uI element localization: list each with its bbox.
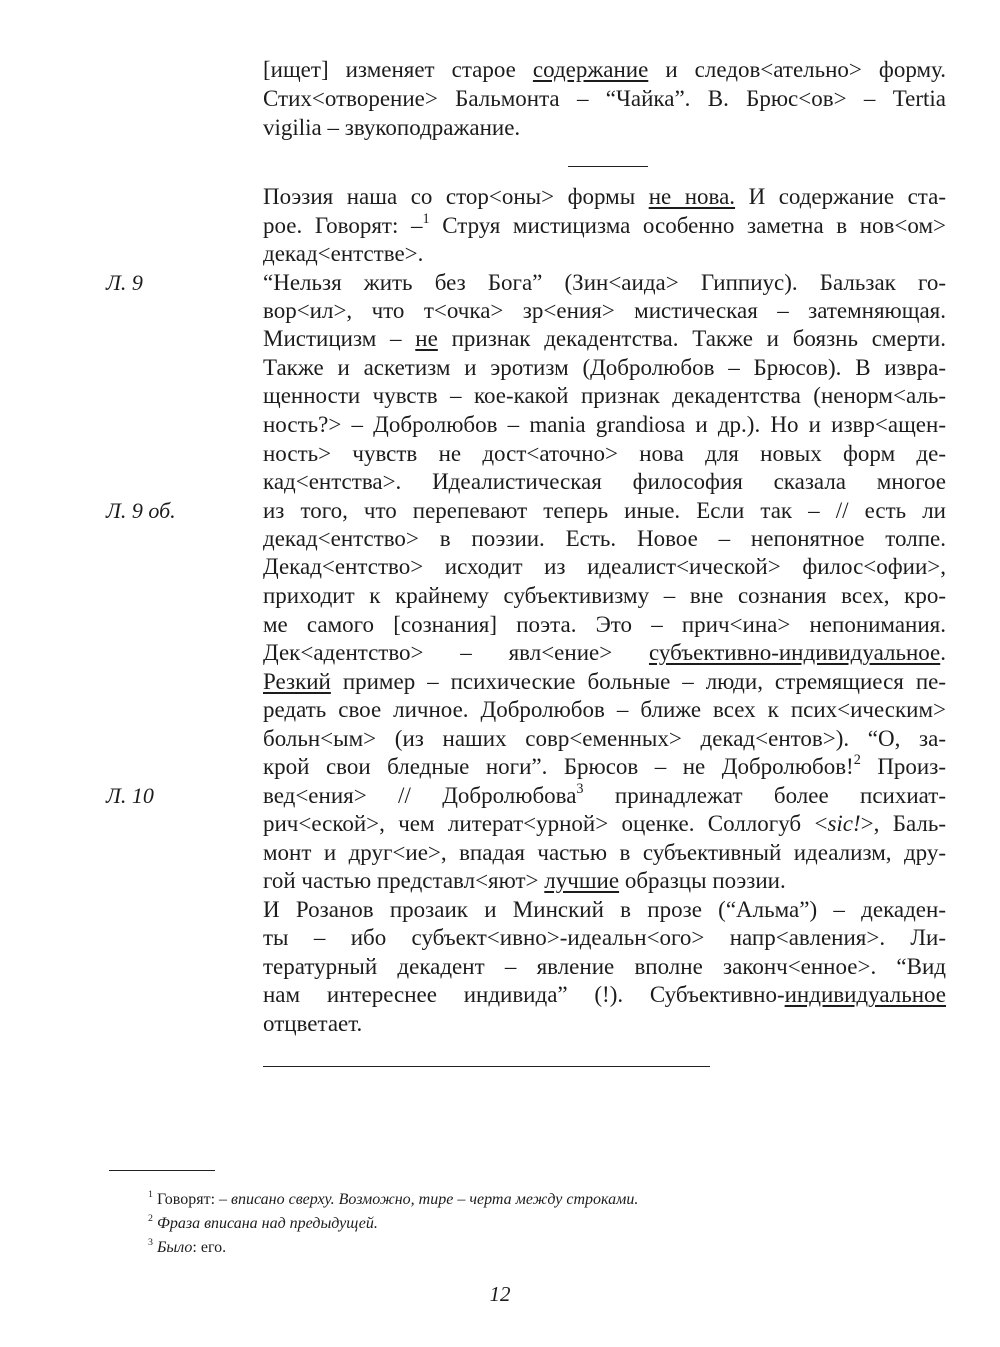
footnote-marker: 3 <box>148 1236 153 1248</box>
underlined-text: не нова. <box>648 184 736 209</box>
text-line: гой частью представл<яют> лучшие образцы поэзии. <box>263 868 786 893</box>
text-line: ме самого [сознания] поэта. Это – прич<ина> непонимания. <box>263 612 946 637</box>
text-line: ность> чувств не дост<аточно> нова для новых форм де- <box>263 441 946 466</box>
text-line: кад<ентства>. Идеалистическая философия сказала многое <box>263 469 946 494</box>
text-line: “Нельзя жить без Бога” (Зин<аида> Гиппиус). Бальзак го- <box>263 270 946 295</box>
italic-text: Было <box>156 1239 193 1256</box>
text-line: Резкий пример – психические больные – люди, стремящиеся пе- <box>263 669 946 694</box>
text-line: рое. Говорят: –$^1$ Струя мистицизма особенно заметна в нов<ом> <box>263 210 946 238</box>
underlined-text: Резкий <box>263 669 331 694</box>
end-text-rule <box>263 1066 710 1067</box>
folio-ref-l9-verso: Л. 9 об. <box>106 498 176 523</box>
underlined-text: индивидуальное <box>784 982 946 1007</box>
text-line: декад<ентстве>. <box>263 241 424 266</box>
footnote-marker: 1 <box>422 210 430 227</box>
text-line: крой свои бледные ноги”. Брюсов – не Добролюбов!$^2$ Произ- <box>263 751 946 779</box>
underlined-text: не <box>415 326 438 351</box>
text-line: приходит к крайнему субъективизму – вне сознания всех, кро- <box>263 583 946 608</box>
text-line: отцветает. <box>263 1011 363 1036</box>
footnote-2 <box>148 1214 378 1234</box>
footnote-marker: 3 <box>576 780 584 797</box>
folio-ref-l10: Л. 10 <box>106 783 154 808</box>
text-line: из того, что перепевают теперь иные. Если так – // есть ли <box>263 498 946 523</box>
italic-text: sic! <box>827 811 861 836</box>
text-line: ты – ибо субъект<ивно>-идеальн<ого> напр<авления>. Ли- <box>263 925 946 950</box>
text-line: И Розанов прозаик и Минский в прозе (“Альма”) – декаден- <box>263 897 946 922</box>
text-line: Стих<отворение> Бальмонта – “Чайка”. В. Брюс<ов> – Tertia <box>263 86 946 111</box>
underlined-text: содержание <box>532 57 649 82</box>
italic-text: вписано сверху. Возможно, тире – черта между строками. <box>231 1191 639 1208</box>
underlined-text: лучшие <box>544 868 620 893</box>
text-line: монт и друг<ие>, впадая частью в субъективный идеализм, дру- <box>263 840 946 865</box>
footnote-separator <box>109 1170 215 1171</box>
italic-text: Фраза вписана над предыдущей. <box>156 1215 378 1232</box>
footnote-marker: 1 <box>148 1188 153 1200</box>
text-line: Мистицизм – не признак декадентства. Также и боязнь смерти. <box>263 326 946 351</box>
page-number: 12 <box>489 1282 511 1306</box>
section-separator <box>568 166 648 167</box>
footnote-1: $^1$ Говорят: – вписано сверху. Возможно, тире – черта между строками. <box>148 1188 639 1208</box>
text-line: vigilia – звукоподражание. <box>263 115 521 140</box>
text-line: вор<ил>, что т<очка> зр<ения> мистическая – затемняющая. <box>263 298 946 323</box>
text-line: Дек<адентство> – явл<ение> субъективно-индивидуальное. <box>263 640 946 665</box>
text-line: декад<ентство> в поэзии. Есть. Новое – непонятное толпе. <box>263 526 946 551</box>
text-line: нам интереснее индивида” (!). Субъективно-индивидуальное <box>263 982 946 1007</box>
footnote-marker: 2 <box>148 1212 153 1224</box>
text-line: [ищет] изменяет старое содержание и следов<ательно> форму. <box>263 57 946 82</box>
text-line: Также и аскетизм и эротизм (Добролюбов – Брюсов). В извра- <box>263 355 946 380</box>
text-line: вед<ения> // Добролюбова$^3$ принадлежат более психиат- <box>263 780 946 808</box>
footnote-marker: 2 <box>853 751 861 768</box>
text-line: щенности чувств – кое-какой признак декадентства (ненорм<аль- <box>263 383 946 408</box>
text-line: редать свое личное. Добролюбов – ближе всех к псих<ическим> <box>263 697 946 722</box>
text-line: ность?> – Добролюбов – mania grandiosa и др.). Но и извр<ащен- <box>263 412 946 437</box>
text-line: тературный декадент – явление вполне законч<енное>. “Вид <box>263 954 946 979</box>
text-line: больн<ым> (из наших совр<еменных> декад<ентов>). “О, за- <box>263 726 946 751</box>
underlined-text: субъективно-индивидуальное <box>648 640 941 665</box>
text-line: рич<еской>, чем литерат<урной> оценке. Соллогуб <sic!>, Баль- <box>263 811 946 836</box>
text-line: Поэзия наша со стор<оны> формы не нова. И содержание ста- <box>263 184 946 209</box>
footnote-3: $^3$ Было: его. <box>148 1236 227 1256</box>
text-line: Декад<ентство> исходит из идеалист<ической> филос<офии>, <box>263 554 946 579</box>
folio-ref-l9: Л. 9 <box>106 270 143 295</box>
